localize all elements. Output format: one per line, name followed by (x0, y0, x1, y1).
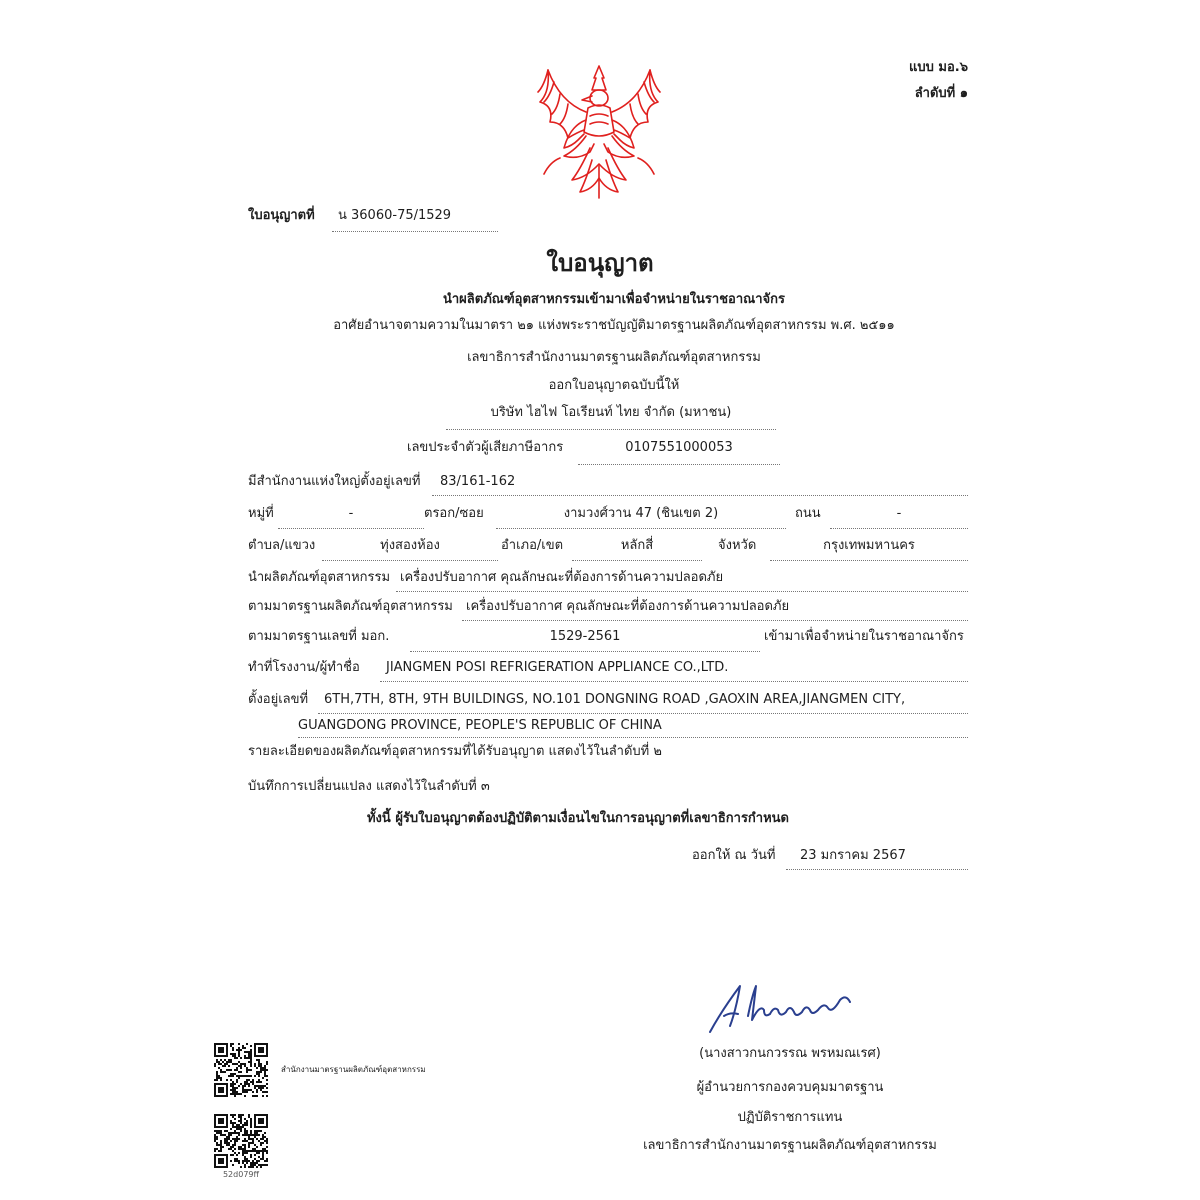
issue-date-value: 23 มกราคม 2567 (800, 848, 906, 863)
changes-note: บันทึกการเปลี่ยนแปลง แสดงไว้ในลำดับที่ ๓ (248, 779, 490, 794)
standard-number-label: ตามมาตรฐานเลขที่ มอก. (248, 629, 390, 644)
district-label: อำเภอ/เขต (501, 538, 564, 553)
signatory-position: ผู้อำนวยการกองควบคุมมาตรฐาน (696, 1080, 884, 1095)
qr-code-icon (214, 1043, 268, 1097)
road-label: ถนน (795, 506, 821, 521)
standard-value: เครื่องปรับอากาศ คุณลักษณะที่ต้องการด้านความปลอดภัย (466, 599, 790, 614)
standard-number-suffix: เข้ามาเพื่อจำหน่ายในราชอาณาจักร (764, 629, 964, 644)
issue-to-label: ออกใบอนุญาตฉบับนี้ให้ (548, 378, 680, 393)
standard-number-value: 1529-2561 (410, 629, 760, 652)
soi-value: งามวงศ์วาน 47 (ชินเขต 2) (496, 506, 786, 529)
standard-label: ตามมาตรฐานผลิตภัณฑ์อุตสาหกรรม (248, 599, 453, 614)
subdistrict-value: ทุ่งสองห้อง (322, 538, 498, 561)
details-note: รายละเอียดของผลิตภัณฑ์อุตสาหกรรมที่ได้รับอนุญาต แสดงไว้ในลำดับที่ ๒ (248, 744, 662, 759)
qr-caption: สำนักงานมาตรฐานผลิตภัณฑ์อุตสาหกรรม (281, 1065, 426, 1074)
hq-address-label: มีสำนักงานแห่งใหญ่ตั้งอยู่เลขที่ (248, 474, 421, 489)
hq-address-value: 83/161-162 (440, 474, 516, 489)
product-label: นำผลิตภัณฑ์อุตสาหกรรม (248, 570, 391, 585)
company-name: บริษัท ไฮไฟ โอเรียนท์ ไทย จำกัด (มหาชน) (446, 405, 776, 430)
license-number-field (332, 208, 498, 232)
license-number-value: น 36060-75/1529 (338, 208, 452, 223)
document-title: ใบอนุญาต (546, 249, 654, 277)
soi-label: ตรอก/ซอย (424, 506, 484, 521)
province-label: จังหวัด (718, 538, 757, 553)
qr-code-2-icon (214, 1114, 268, 1168)
document-subtitle: นำผลิตภัณฑ์อุตสาหกรรมเข้ามาเพื่อจำหน่ายในราชอาณาจักร (443, 292, 785, 307)
factory-address-line1-field (318, 692, 968, 714)
form-code: แบบ มอ.๖ (909, 60, 968, 75)
legal-authority: อาศัยอำนาจตามความในมาตรา ๒๑ แห่งพระราชบัญญัติมาตรฐานผลิตภัณฑ์อุตสาหกรรม พ.ศ. ๒๕๑๑ (333, 318, 895, 333)
province-value: กรุงเทพมหานคร (770, 538, 968, 561)
tax-id-label: เลขประจำตัวผู้เสียภาษีอากร (407, 440, 564, 455)
issue-date-label: ออกให้ ณ วันที่ (692, 848, 776, 863)
sequence-number: ลำดับที่ ๑ (914, 86, 968, 101)
verification-code: 52d079ff (222, 1170, 260, 1179)
moo-label: หมู่ที่ (248, 506, 274, 521)
factory-address-line1: 6TH,7TH, 8TH, 9TH BUILDINGS, NO.101 DONGNING ROAD ,GAOXIN AREA,JIANGMEN CITY, (324, 692, 906, 707)
road-value: - (830, 506, 968, 529)
factory-field (380, 660, 968, 682)
signature (700, 976, 860, 1040)
hq-address-field (432, 474, 968, 496)
factory-address-label: ตั้งอยู่เลขที่ (248, 692, 309, 707)
factory-address-line2: GUANGDONG PROVINCE, PEOPLE'S REPUBLIC OF CHINA (298, 718, 662, 733)
standard-field (462, 599, 968, 621)
factory-name: JIANGMEN POSI REFRIGERATION APPLIANCE CO.,LTD. (386, 660, 729, 675)
license-condition: ทั้งนี้ ผู้รับใบอนุญาตต้องปฏิบัติตามเงื่อนไขในการอนุญาตที่เลขาธิการกำหนด (366, 811, 789, 826)
garuda-emblem-icon (520, 62, 678, 202)
factory-address-line2-field (298, 718, 968, 738)
signatory-office: เลขาธิการสำนักงานมาตรฐานผลิตภัณฑ์อุตสาหกรรม (643, 1138, 937, 1153)
issue-date-field (786, 848, 968, 870)
tax-id-value: 0107551000053 (578, 440, 780, 465)
subdistrict-label: ตำบล/แขวง (248, 538, 316, 553)
factory-label: ทำที่โรงงาน/ผู้ทำชื่อ (248, 660, 360, 675)
moo-value: - (278, 506, 424, 529)
product-field (396, 570, 968, 592)
signatory-acting: ปฏิบัติราชการแทน (737, 1110, 843, 1125)
issuer-title: เลขาธิการสำนักงานมาตรฐานผลิตภัณฑ์อุตสาหกรรม (467, 350, 761, 365)
signatory-name: (นางสาวกนกวรรณ พรหมณเรศ) (699, 1046, 881, 1061)
license-number-label: ใบอนุญาตที่ (248, 208, 315, 223)
product-value: เครื่องปรับอากาศ คุณลักษณะที่ต้องการด้านความปลอดภัย (400, 570, 724, 585)
district-value: หลักสี่ (572, 538, 702, 561)
